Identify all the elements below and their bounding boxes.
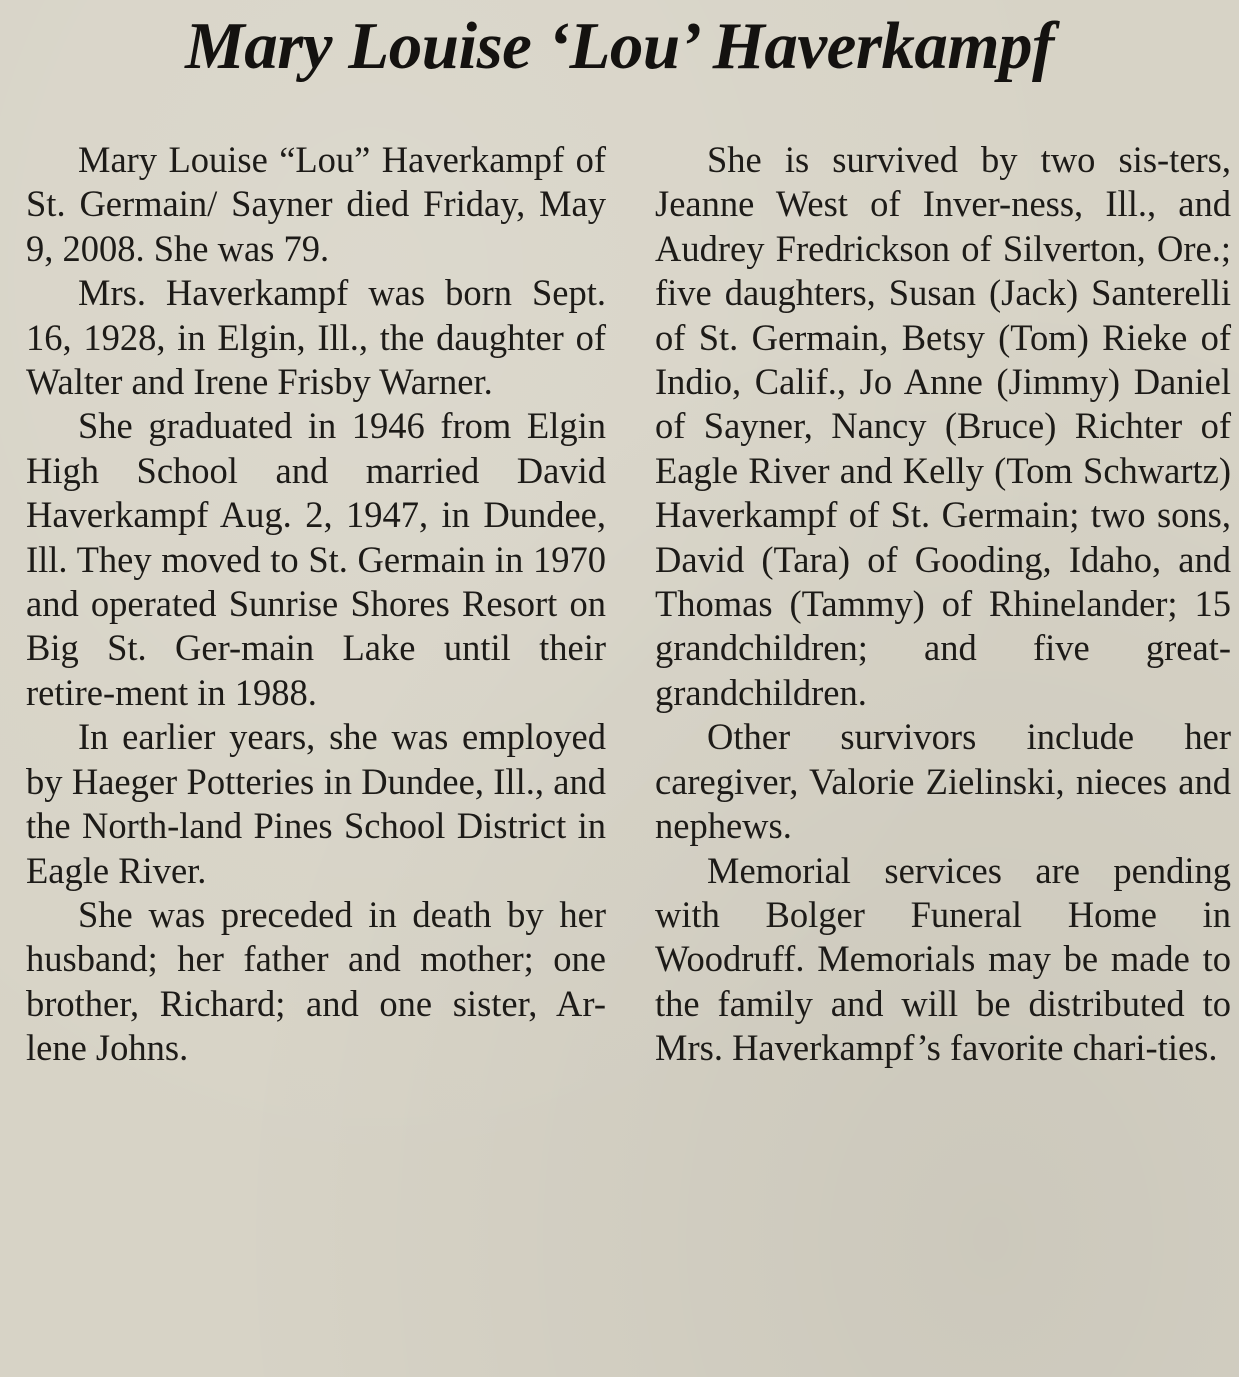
paragraph-memorial-services: Memorial services are pending with Bolger Funeral Home in Woodruff. Memorials may be made to the family and will be distributed to Mrs. Haverkampf’s favorite chari-ties. — [655, 849, 1231, 1069]
paragraph-survivors: She is survived by two sis-ters, Jeanne West of Inver-ness, Ill., and Audrey Fredrickson of Silverton, Ore.; five daughters, Susan (Jack) Santerelli of St. Germain, Betsy (Tom) Rieke of Indio, Calif., Jo Anne (Jimmy) Daniel of Sayner, Nancy (Bruce) Richter of Eagle River and Kelly (Tom Schwartz) Haverkampf of St. Germain; two sons, David (Tara) of Gooding, Idaho, and Thomas (Tammy) of Rhinelander; 15 grandchildren; and five great-grandchildren. — [655, 139, 1231, 713]
paragraph-preceded-in-death: She was preceded in death by her husband; her father and mother; one brother, Richard; and one sister, Ar-lene Johns. — [26, 893, 606, 1069]
paragraph-death-notice: Mary Louise “Lou” Haverkampf of St. Germain/ Sayner died Friday, May 9, 2008. She was 79. — [26, 139, 606, 269]
obituary-headline: Mary Louise ‘Lou’ Haverkampf — [185, 9, 1054, 83]
paragraph-other-survivors: Other survivors include her caregiver, Valorie Zielinski, nieces and nephews. — [655, 716, 1231, 847]
right-column — [655, 138, 1231, 1071]
paragraph-birth: Mrs. Haverkampf was born Sept. 16, 1928, in Elgin, Ill., the daughter of Walter and Irene Frisby Warner. — [26, 272, 606, 403]
paragraph-marriage-career: She graduated in 1946 from Elgin High School and married David Haverkampf Aug. 2, 1947, in Dundee, Ill. They moved to St. Germain in 1970 and operated Sunrise Shores Resort on Big St. Ger-main Lake until their retire-ment in 1988. — [26, 405, 606, 713]
paragraph-employment: In earlier years, she was employed by Haeger Potteries in Dundee, Ill., and the North-land Pines School District in Eagle River. — [26, 716, 606, 891]
left-column — [26, 138, 606, 1071]
